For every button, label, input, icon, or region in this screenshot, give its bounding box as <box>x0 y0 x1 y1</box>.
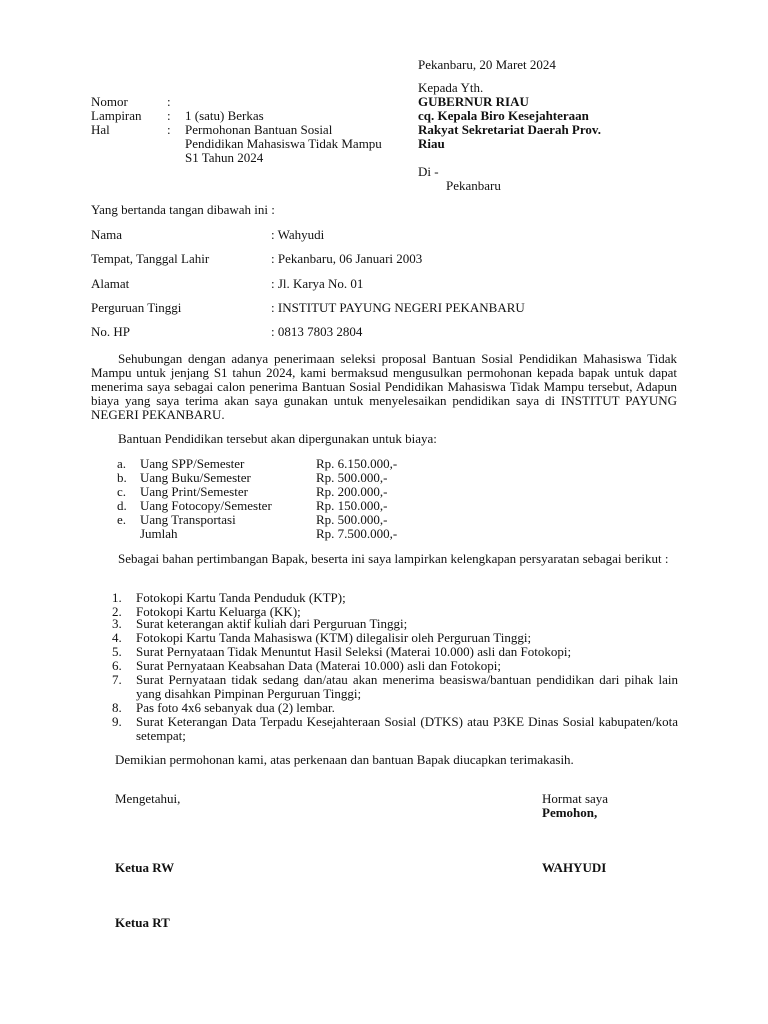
identity-row-ttl <box>91 252 691 266</box>
cost-letter: a. <box>117 456 127 471</box>
requirement-text: Surat Keterangan Data Terpadu Kesejahteraan Sosial (DTKS) atau P3KE Dinas Sosial kabupaten/kota setempat; <box>136 714 678 743</box>
paragraph-request: Sehubungan dengan adanya penerimaan seleksi proposal Bantuan Sosial Pendidikan Mahasiswa Tidak Mampu untuk jenjang S1 tahun 2024, kami bermaksud mengusulkan permohonan kepada bapak untuk dapat menerima saya sebagai calon penerima Bantuan Sosial Pendidikan Mahasiswa Tidak Mampu tersebut, Adapun biaya yang saya terima akan saya gunakan untuk menyelesaikan pendidikan saya di INSTITUT PAYUNG NEGERI PEKANBARU. <box>91 351 677 422</box>
intro-text: Yang bertanda tangan dibawah ini : <box>91 202 275 217</box>
requirement-text: Surat keterangan aktif kuliah dari Perguruan Tinggi; <box>136 616 408 631</box>
requirement-number: 2. <box>112 604 122 619</box>
applicant-name: WAHYUDI <box>542 860 607 875</box>
cost-total <box>117 527 437 541</box>
identity-row-hp <box>91 325 691 339</box>
requirement-text: Surat Pernyataan Tidak Menuntut Hasil Seleksi (Materai 10.000) asli dan Fotokopi; <box>136 644 572 659</box>
requirement-number: 1. <box>112 590 122 605</box>
cost-name: Uang Transportasi <box>140 512 236 527</box>
cost-name: Uang Fotocopy/Semester <box>140 498 272 513</box>
cost-letter: e. <box>117 512 127 527</box>
identity-label: Tempat, Tanggal Lahir <box>91 251 210 266</box>
costs-intro: Bantuan Pendidikan tersebut akan dipergunakan untuk biaya: <box>118 431 437 446</box>
di-label: Di - <box>418 164 439 179</box>
cost-name: Uang Print/Semester <box>140 484 248 499</box>
recipient-intro: Kepada Yth. <box>418 80 484 95</box>
identity-label: Alamat <box>91 276 130 291</box>
ketua-rt: Ketua RT <box>115 915 170 930</box>
identity-value: : Pekanbaru, 06 Januari 2003 <box>271 251 423 266</box>
requirement-number: 6. <box>112 658 122 673</box>
cost-letter: c. <box>117 484 127 499</box>
cost-total-amount: Rp. 7.500.000,- <box>316 526 398 541</box>
cost-item <box>117 499 437 513</box>
requirement-text: Fotokopi Kartu Tanda Penduduk (KTP); <box>136 590 346 605</box>
requirement-number: 7. <box>112 672 122 687</box>
right-signature-role: Pemohon, <box>542 805 598 820</box>
requirement-text: Surat Pernyataan Keabsahan Data (Materai 10.000) asli dan Fotokopi; <box>136 658 501 673</box>
cost-amount: Rp. 500.000,- <box>316 512 388 527</box>
nomor-label: Nomor <box>91 94 128 109</box>
cost-amount: Rp. 500.000,- <box>316 470 388 485</box>
cost-amount: Rp. 6.150.000,- <box>316 456 398 471</box>
place-date: Pekanbaru, 20 Maret 2024 <box>418 57 556 72</box>
requirement-text: Fotokopi Kartu Keluarga (KK); <box>136 604 301 619</box>
requirement-number: 5. <box>112 644 122 659</box>
hal-label: Hal <box>91 122 110 137</box>
lampiran-label: Lampiran <box>91 108 142 123</box>
left-signature-intro: Mengetahui, <box>115 791 181 806</box>
requirement-number: 8. <box>112 700 122 715</box>
cost-item <box>117 513 437 527</box>
hal-line-3: S1 Tahun 2024 <box>185 150 264 165</box>
nomor-colon: : <box>167 94 171 109</box>
recipient-city: Pekanbaru <box>446 178 501 193</box>
lampiran-colon: : <box>167 108 171 123</box>
paragraph-attachments: Sebagai bahan pertimbangan Bapak, beserta ini saya lampirkan kelengkapan persyaratan sebagai berikut : <box>118 551 669 566</box>
cost-letter: d. <box>117 498 127 513</box>
closing-text: Demikian permohonan kami, atas perkenaan dan bantuan Bapak diucapkan terimakasih. <box>115 752 574 767</box>
identity-row-nama <box>91 228 691 242</box>
recipient-line-3: Rakyat Sekretariat Daerah Prov. <box>418 122 601 137</box>
right-signature-intro: Hormat saya <box>542 791 609 806</box>
identity-row-alamat <box>91 277 691 291</box>
cost-name: Uang SPP/Semester <box>140 456 245 471</box>
identity-value: : 0813 7803 2804 <box>271 324 363 339</box>
cost-amount: Rp. 150.000,- <box>316 498 388 513</box>
requirement-number: 3. <box>112 616 122 631</box>
cost-amount: Rp. 200.000,- <box>316 484 388 499</box>
identity-label: Perguruan Tinggi <box>91 300 182 315</box>
identity-value: : Wahyudi <box>271 227 325 242</box>
requirement-text: Pas foto 4x6 sebanyak dua (2) lembar. <box>136 700 335 715</box>
identity-value: : INSTITUT PAYUNG NEGERI PEKANBARU <box>271 300 525 315</box>
cost-item <box>117 457 437 471</box>
requirement-number: 9. <box>112 714 122 729</box>
requirement-text: Surat Pernyataan tidak sedang dan/atau akan menerima beasiswa/bantuan pendidikan dari pihak lain yang disahkan Pimpinan Perguruan Tinggi; <box>136 672 678 701</box>
hal-line-1: Permohonan Bantuan Sosial <box>185 122 333 137</box>
identity-label: Nama <box>91 227 123 242</box>
cost-letter: b. <box>117 470 127 485</box>
recipient-line-2: cq. Kepala Biro Kesejahteraan <box>418 108 589 123</box>
ketua-rw: Ketua RW <box>115 860 175 875</box>
identity-label: No. HP <box>91 324 131 339</box>
cost-item <box>117 485 437 499</box>
cost-name: Uang Buku/Semester <box>140 470 251 485</box>
recipient-line-4: Riau <box>418 136 445 151</box>
requirement-number: 4. <box>112 630 122 645</box>
lampiran-value: 1 (satu) Berkas <box>185 108 264 123</box>
identity-value: : Jl. Karya No. 01 <box>271 276 364 291</box>
identity-row-pt <box>91 301 691 315</box>
hal-colon: : <box>167 122 171 137</box>
cost-total-label: Jumlah <box>140 526 178 541</box>
recipient-line-1: GUBERNUR RIAU <box>418 94 529 109</box>
cost-item <box>117 471 437 485</box>
requirement-text: Fotokopi Kartu Tanda Mahasiswa (KTM) dilegalisir oleh Perguruan Tinggi; <box>136 630 532 645</box>
hal-line-2: Pendidikan Mahasiswa Tidak Mampu <box>185 136 382 151</box>
